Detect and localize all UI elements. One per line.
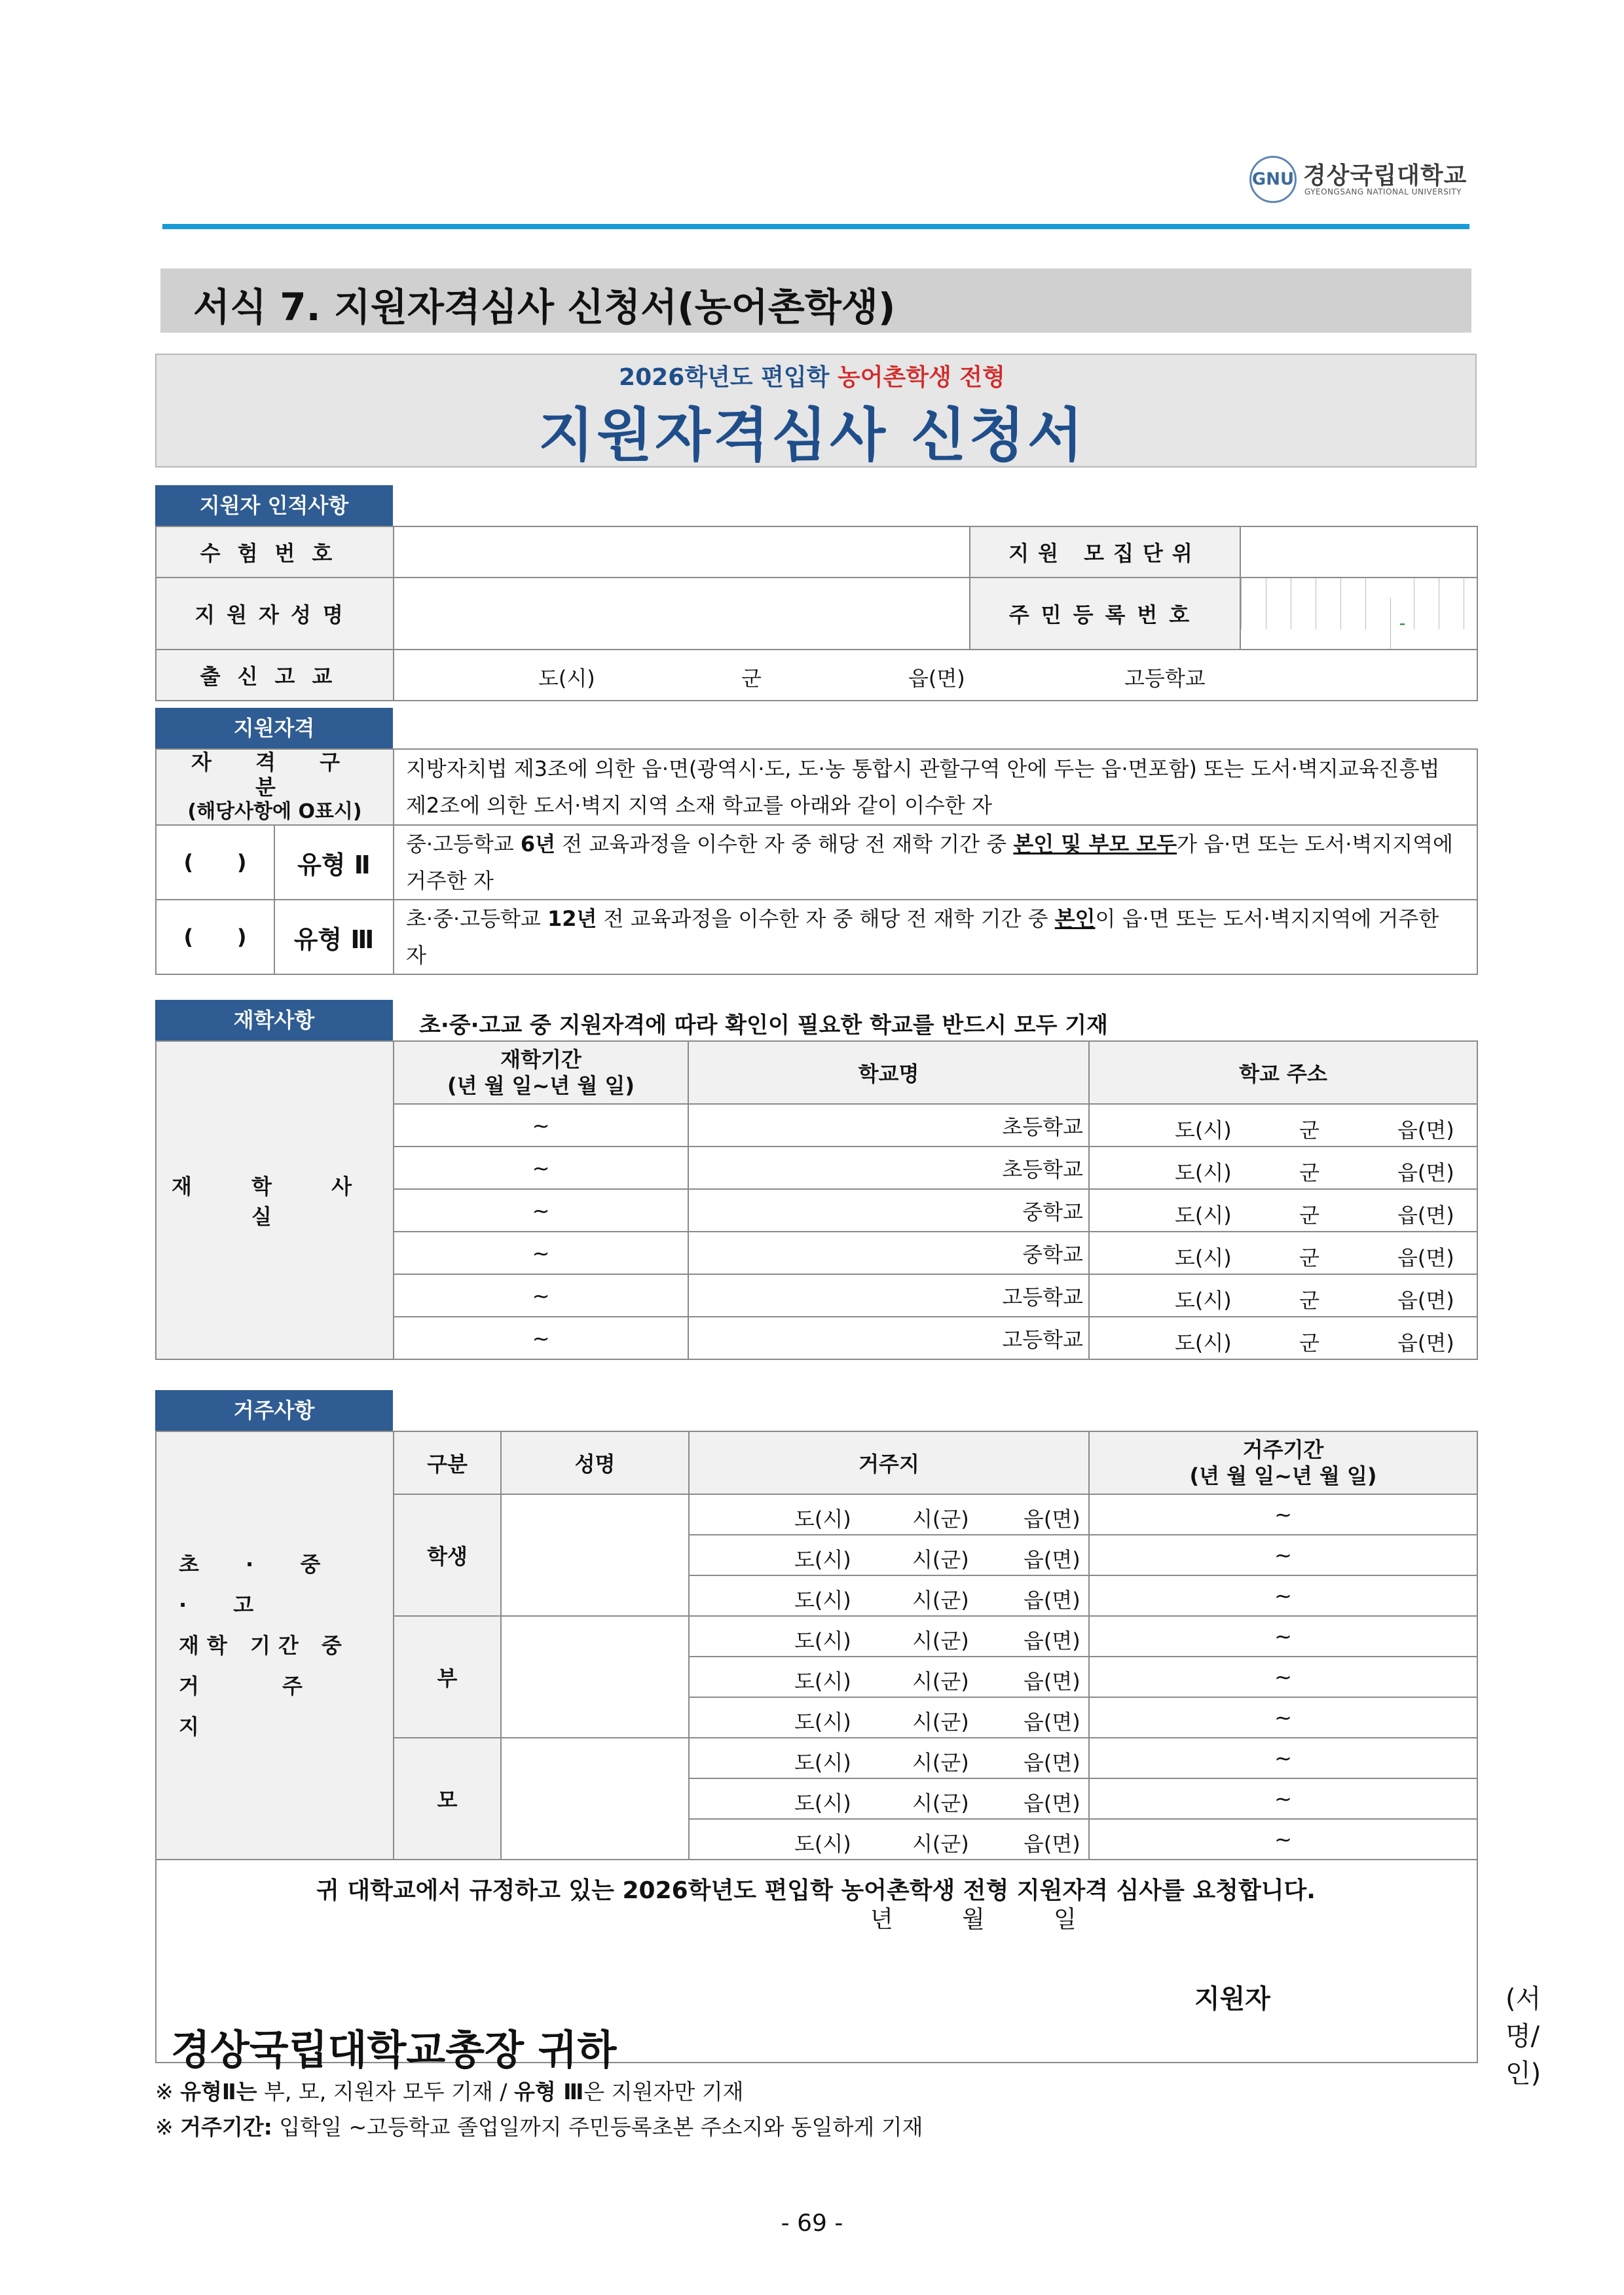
address-cell[interactable]: 도(시) 군 읍(면) [1089,1104,1477,1147]
enrollment-row-label: 재 학 사 실 [156,1041,394,1359]
page-number: - 69 - [781,2210,843,2237]
section-residence: 거주사항 [155,1390,393,1431]
residence-cell[interactable]: 도(시) 시(군) 읍(면) [689,1494,1089,1535]
school-gun: 군 [741,666,762,691]
type3-check[interactable]: ( ) [156,900,274,974]
footnote-2: ※ 거주기간: 입학일 ~고등학교 졸업일까지 주민등록초본 주소지와 동일하게 기재 [155,2114,923,2140]
header-rule [162,224,1469,229]
category-label: 자 격 구 분 (해당사항에 O표시) [156,749,394,825]
title-subtitle: 2026학년도 편입학 농어촌학생 전형 [619,364,1005,391]
name-label: 지원자성명 [156,578,394,650]
form-title: 서식 7. 지원자격심사 신청서(농어촌학생) [193,285,896,329]
school-field[interactable] [394,650,1477,701]
res-period-cell[interactable]: ~ [1089,1657,1477,1697]
col-school: 학교명 [688,1041,1089,1104]
enrollment-note: 초·중·고교 중 지원자격에 따라 확인이 필요한 학교를 반드시 모두 기재 [419,1012,1108,1038]
school-cell[interactable]: 초등학교 [688,1147,1089,1189]
residence-row-label: 초 · 중 · 고 재학 기간 중 거 주 지 [156,1431,394,1860]
rrn-dash: - [1390,598,1414,649]
col-address: 학교 주소 [1089,1041,1477,1104]
qualification-table [155,748,1478,975]
residence-cell[interactable]: 도(시) 시(군) 읍(면) [689,1535,1089,1575]
residence-cell[interactable]: 도(시) 시(군) 읍(면) [689,1819,1089,1860]
period-cell[interactable]: ~ [394,1317,688,1359]
addressee: 경상국립대학교총장 귀하 [171,2026,617,2074]
type3-label: 유형 Ⅲ [274,900,394,974]
col-residence: 거주지 [689,1431,1089,1494]
section-enrollment: 재학사항 [155,1000,393,1040]
request-day: 일 [1054,1906,1077,1933]
period-cell[interactable]: ~ [394,1147,688,1189]
res-period-cell[interactable]: ~ [1089,1778,1477,1819]
res-period-cell[interactable]: ~ [1089,1738,1477,1778]
residence-cell[interactable]: 도(시) 시(군) 읍(면) [689,1697,1089,1738]
school-cell[interactable]: 초등학교 [688,1104,1089,1147]
period-cell[interactable]: ~ [394,1232,688,1274]
residence-cell[interactable]: 도(시) 시(군) 읍(면) [689,1575,1089,1616]
university-name-en: GYEONGSANG NATIONAL UNIVERSITY [1304,187,1462,196]
school-eup: 읍(면) [908,666,965,691]
res-period-cell[interactable]: ~ [1089,1616,1477,1657]
section-qualification: 지원자격 [155,708,393,748]
category-desc: 지방자치법 제3조에 의한 읍·면(광역시·도, 도·농 통합시 관할구역 안에 두는 읍·면포함) 또는 도서·벽지교육진흥법 제2조에 의한 도서·벽지 지역 소재 학교를 아래와 같이 이수한 자 [394,749,1477,825]
enrollment-table [155,1040,1478,1360]
col-period: 재학기간 (년 월 일~년 월 일) [394,1041,688,1104]
res-period-cell[interactable]: ~ [1089,1575,1477,1616]
exam-no-field[interactable] [394,526,970,578]
residence-cell[interactable]: 도(시) 시(군) 읍(면) [689,1616,1089,1657]
residence-cell[interactable]: 도(시) 시(군) 읍(면) [689,1738,1089,1778]
applicant-label: 지원자 [1194,1984,1270,2014]
address-cell[interactable]: 도(시) 군 읍(면) [1089,1317,1477,1359]
period-cell[interactable]: ~ [394,1274,688,1317]
residence-cell[interactable]: 도(시) 시(군) 읍(면) [689,1778,1089,1819]
school-cell[interactable]: 고등학교 [688,1317,1089,1359]
mother-name-field[interactable] [501,1738,689,1860]
type3-desc: 초·중·고등학교 12년 전 교육과정을 이수한 자 중 해당 전 재학 기간 중 본인이 읍·면 또는 도서·벽지지역에 거주한 자 [394,900,1477,974]
address-cell[interactable]: 도(시) 군 읍(면) [1089,1232,1477,1274]
school-cell[interactable]: 중학교 [688,1189,1089,1232]
type2-label: 유형 Ⅱ [274,825,394,900]
request-statement: 귀 대학교에서 규정하고 있는 2026학년도 편입학 농어촌학생 전형 지원자격 심사를 요청합니다. [316,1877,1316,1904]
type2-desc: 중·고등학교 6년 전 교육과정을 이수한 자 중 해당 전 재학 기간 중 본인 및 부모 모두가 읍·면 또는 도서·벽지지역에 거주한 자 [394,825,1477,900]
period-cell[interactable]: ~ [394,1189,688,1232]
period-cell[interactable]: ~ [394,1104,688,1147]
res-period-cell[interactable]: ~ [1089,1535,1477,1575]
university-name: 경상국립대학교 [1303,162,1467,189]
unit-label: 지원 모집단위 [970,526,1240,578]
request-month: 월 [962,1906,985,1933]
title-main: 지원자격심사 신청서 [538,401,1086,469]
university-logo: GNU [1249,156,1297,203]
res-period-cell[interactable]: ~ [1089,1819,1477,1860]
residence-table [155,1431,1541,2089]
request-block [156,1860,1541,2089]
rrn-field[interactable] [1240,578,1477,650]
school-cell[interactable]: 고등학교 [688,1274,1089,1317]
student-name-field[interactable] [501,1494,689,1616]
type2-check[interactable]: ( ) [156,825,274,900]
exam-no-label: 수험번호 [156,526,394,578]
res-period-cell[interactable]: ~ [1089,1697,1477,1738]
res-period-cell[interactable]: ~ [1089,1494,1477,1535]
group-student: 학생 [394,1494,501,1616]
school-hs: 고등학교 [1124,666,1206,691]
request-year: 년 [870,1906,893,1933]
col-res-period: 거주기간 (년 월 일~년 월 일) [1089,1431,1477,1494]
col-name: 성명 [501,1431,689,1494]
col-type: 구분 [394,1431,501,1494]
footnotes [155,2074,923,2145]
school-do: 도(시) [538,666,595,691]
address-cell[interactable]: 도(시) 군 읍(면) [1089,1274,1477,1317]
school-cell[interactable]: 중학교 [688,1232,1089,1274]
rrn-label: 주민등록번호 [970,578,1240,650]
residence-cell[interactable]: 도(시) 시(군) 읍(면) [689,1657,1089,1697]
school-label: 출신고교 [156,650,394,701]
personal-table [155,526,1478,701]
address-cell[interactable]: 도(시) 군 읍(면) [1089,1189,1477,1232]
group-mother: 모 [394,1738,501,1860]
footnote-1: ※ 유형Ⅱ는 부, 모, 지원자 모두 기재 / 유형 Ⅲ은 지원자만 기재 [155,2079,744,2104]
father-name-field[interactable] [501,1616,689,1738]
address-cell[interactable]: 도(시) 군 읍(면) [1089,1147,1477,1189]
unit-field[interactable] [1240,526,1477,578]
section-personal: 지원자 인적사항 [155,485,393,526]
name-field[interactable] [394,578,970,650]
signature-field[interactable]: (서명/인) [1505,1984,1541,2089]
group-father: 부 [394,1616,501,1738]
